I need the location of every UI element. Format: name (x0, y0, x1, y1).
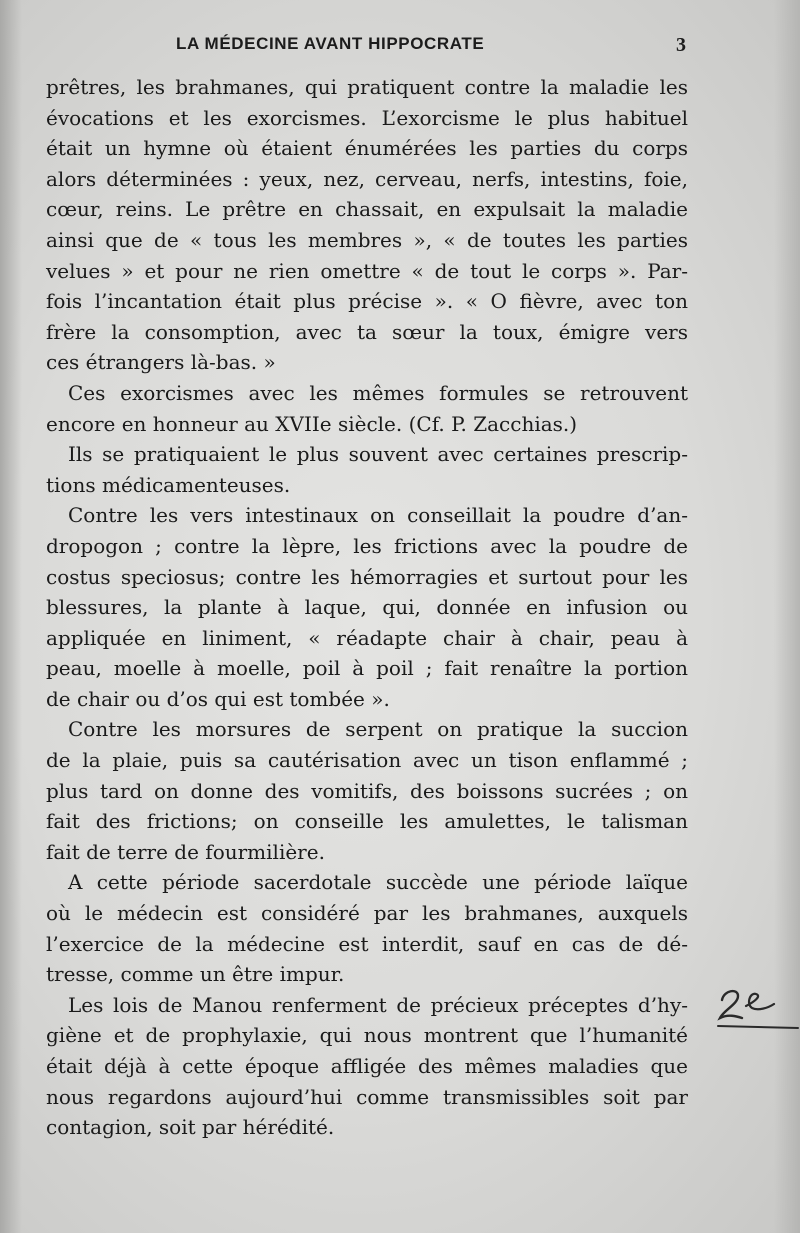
handwritten-2e-mark (716, 978, 800, 1034)
page-number: 3 (676, 34, 686, 56)
text-line: nous regardons aujourd’hui comme transmissibles soit par (46, 1084, 688, 1109)
text-line: velues » et pour ne rien omettre « de tout le corps ». Par- (46, 258, 688, 283)
text-line: encore en honneur au XVIIe siècle. (Cf. P. Zacchias.) (46, 411, 578, 436)
text-line: fois l’incantation était plus précise ». « O fièvre, avec ton (46, 289, 688, 314)
text-line: A cette période sacerdotale succède une période laïque (68, 870, 688, 895)
text-line: tresse, comme un être impur. (46, 962, 345, 987)
text-line: était déjà à cette époque affligée des mêmes maladies que (46, 1054, 688, 1078)
page-shadow-right (774, 0, 800, 1233)
text-line: de chair ou d’os qui est tombée ». (46, 686, 390, 711)
text-line: costus speciosus; contre les hémorragies et surtout pour les (46, 564, 688, 589)
text-line: tions médicamenteuses. (46, 472, 291, 497)
body-text (46, 72, 688, 1143)
text-line: Contre les vers intestinaux on conseillait la poudre d’an- (68, 503, 688, 528)
text-line: appliquée en liniment, « réadapte chair à chair, peau à (46, 625, 688, 650)
text-line: évocations et les exorcismes. L’exorcisme le plus habituel (46, 105, 688, 130)
text-line: contagion, soit par hérédité. (46, 1115, 335, 1140)
text-line: fait des frictions; on conseille les amulettes, le talisman (46, 809, 688, 834)
text-line: giène et de prophylaxie, qui nous montrent que l’humanité (46, 1023, 688, 1048)
text-line: Contre les morsures de serpent on pratique la succion (68, 717, 688, 742)
running-title: LA MÉDECINE AVANT HIPPOCRATE (176, 34, 485, 53)
text-line: prêtres, les brahmanes, qui pratiquent contre la maladie les (46, 75, 688, 99)
text-line: ainsi que de « tous les membres », « de toutes les parties (46, 227, 688, 252)
text-line: fait de terre de fourmilière. (46, 839, 325, 864)
text-line: frère la consomption, avec ta sœur la toux, émigre vers (46, 319, 688, 344)
text-line: blessures, la plante à laque, qui, donnée en infusion ou (46, 595, 688, 620)
text-line: Les lois de Manou renferment de précieux préceptes d’hy- (68, 992, 688, 1017)
text-line: où le médecin est considéré par les brahmanes, auxquels (46, 901, 688, 926)
text-line: plus tard on donne des vomitifs, des boissons sucrées ; on (46, 778, 688, 803)
text-line: peau, moelle à moelle, poil à poil ; fait renaître la portion (46, 656, 688, 681)
text-line: Ils se pratiquaient le plus souvent avec certaines prescrip- (68, 442, 688, 467)
page-shadow-left (0, 0, 22, 1233)
text-line: Ces exorcismes avec les mêmes formules se retrouvent (68, 380, 688, 405)
text-line: était un hymne où étaient énumérées les parties du corps (46, 136, 688, 161)
text-line: alors déterminées : yeux, nez, cerveau, nerfs, intestins, foie, (46, 166, 688, 191)
text-line: cœur, reins. Le prêtre en chassait, en expulsait la maladie (46, 197, 688, 222)
text-line: ces étrangers là-bas. » (46, 350, 276, 375)
handwritten-annotation (716, 978, 800, 1034)
text-line: dropogon ; contre la lèpre, les frictions avec la poudre de (46, 533, 688, 558)
page-header (46, 34, 686, 60)
text-line: de la plaie, puis sa cautérisation avec un tison enflammé ; (46, 748, 688, 773)
text-line: l’exercice de la médecine est interdit, sauf en cas de dé- (46, 931, 688, 956)
